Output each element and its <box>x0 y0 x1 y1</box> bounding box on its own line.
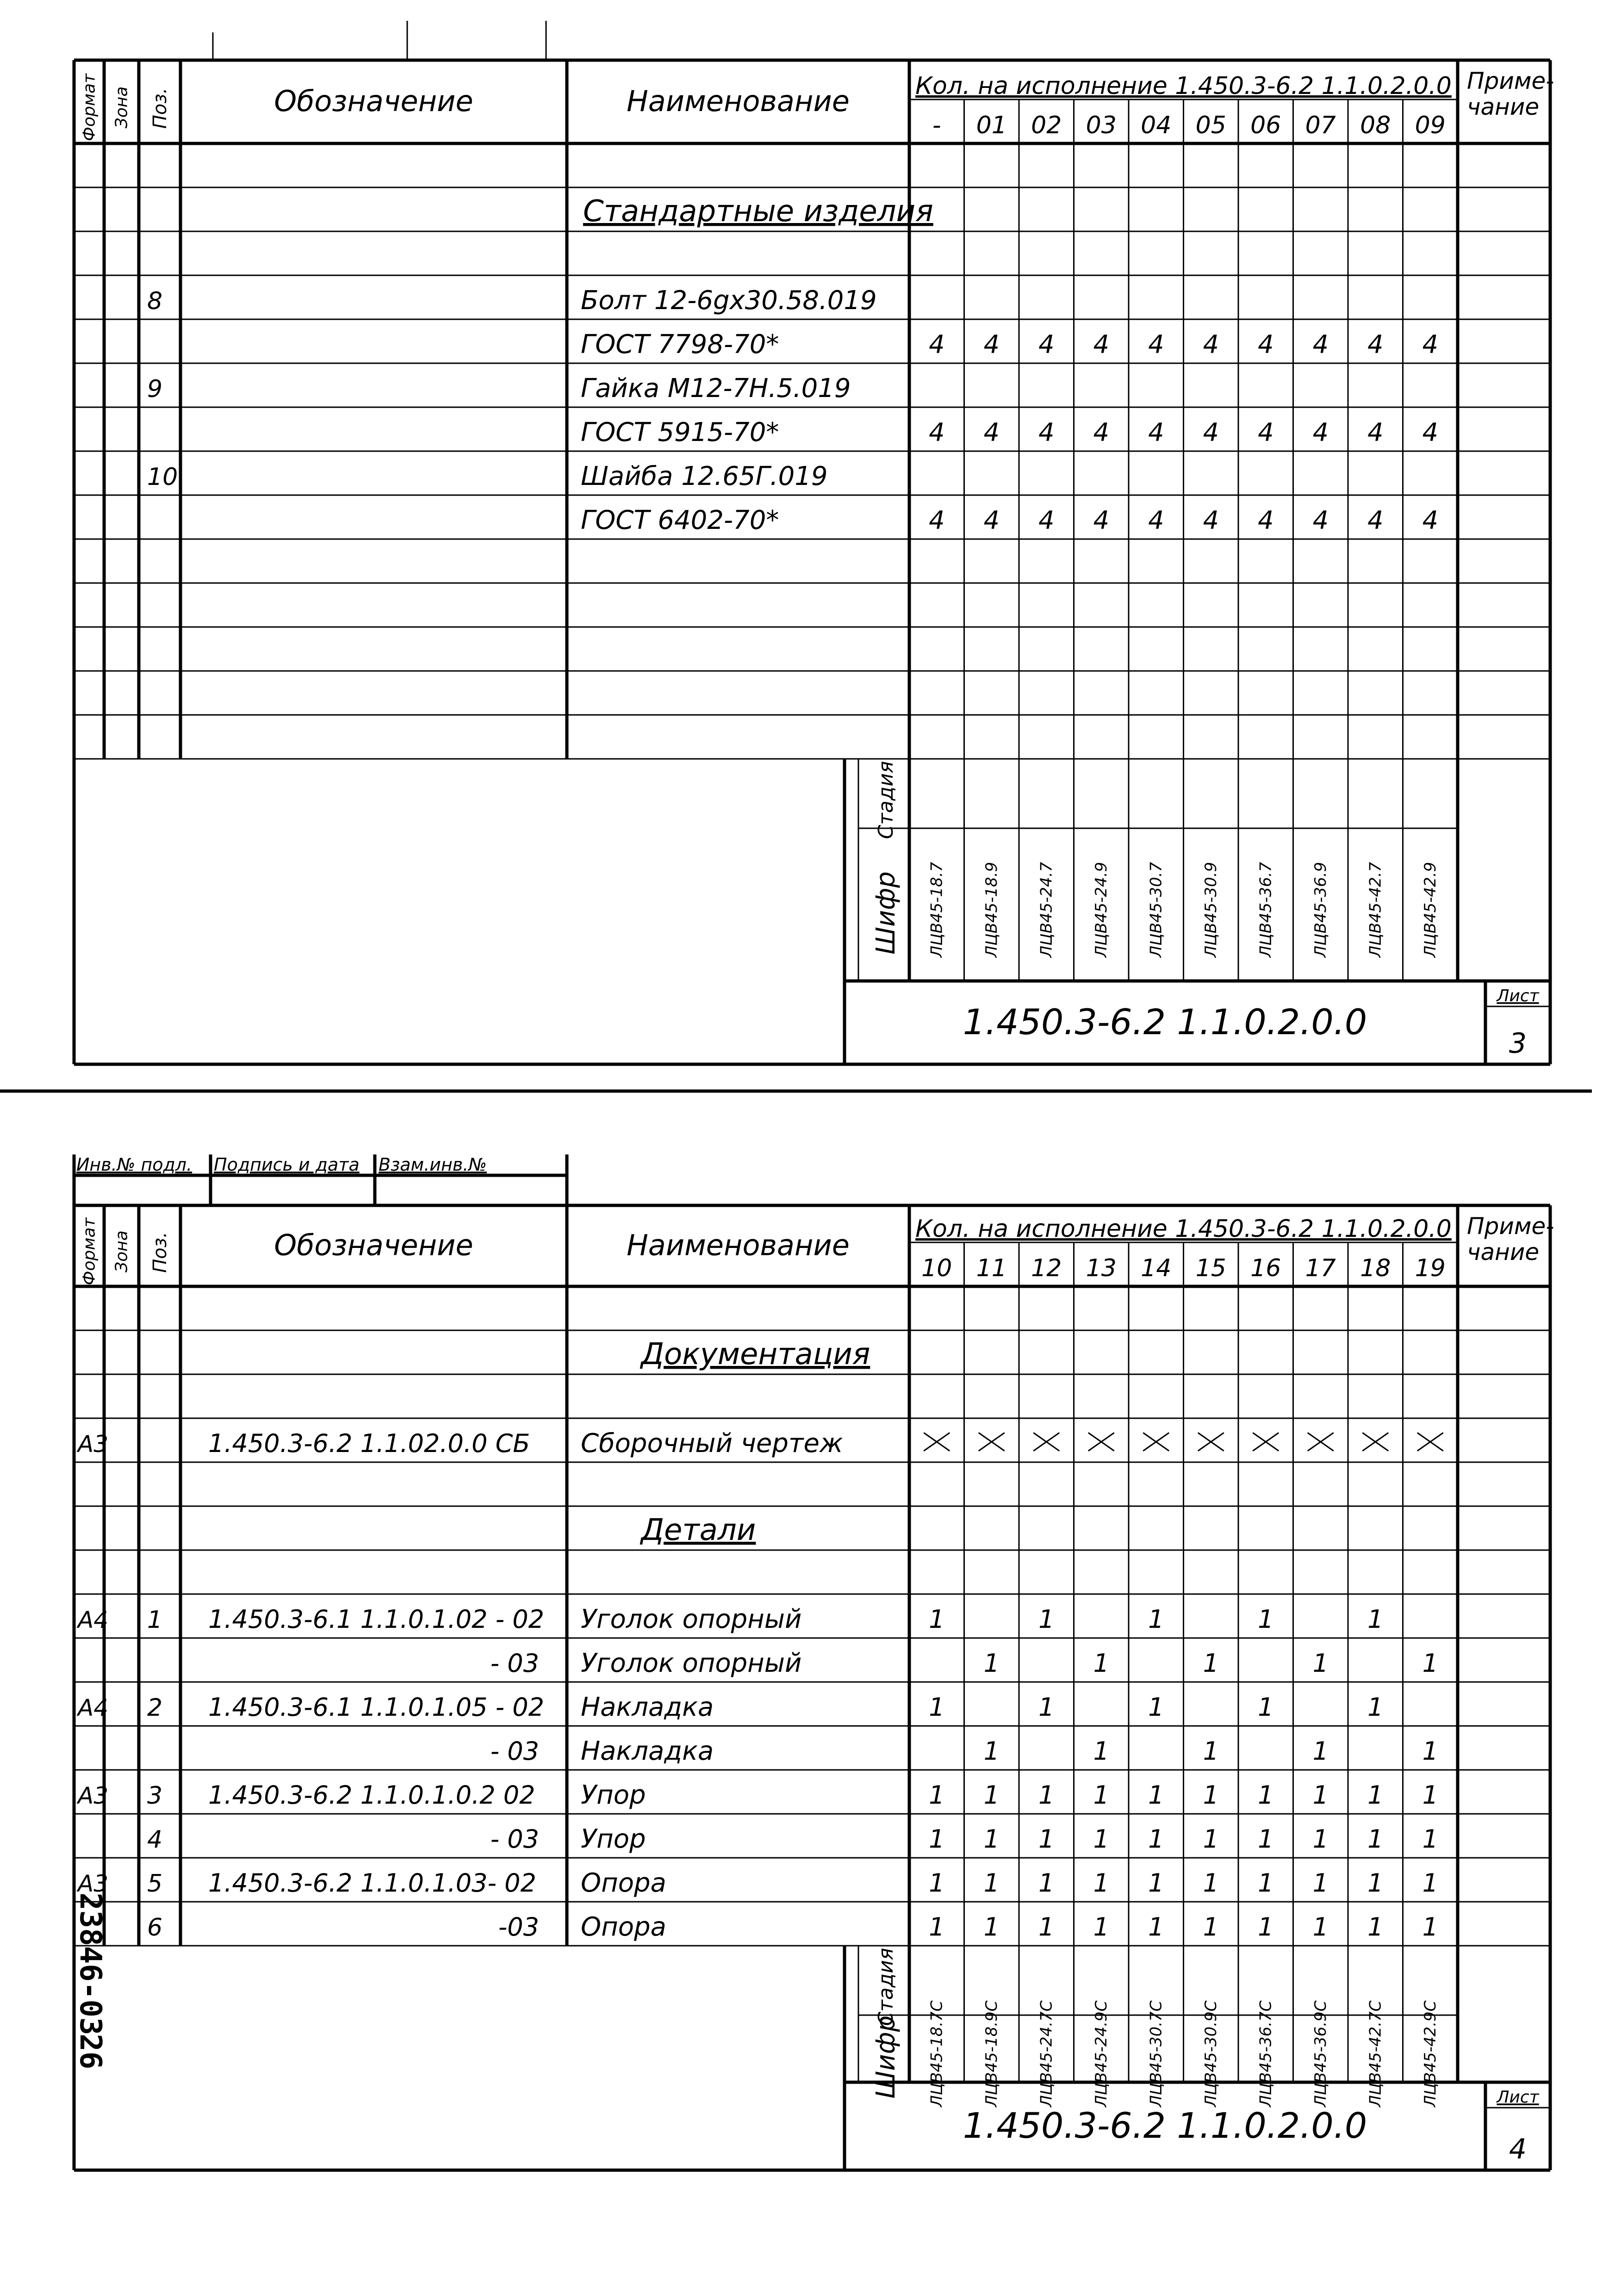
qty-value: 1 <box>1312 1824 1329 1854</box>
cipher-code: ЛЦВ45-18.7 <box>927 862 946 958</box>
qty-value: 1 <box>1422 1737 1438 1766</box>
qty-value: 1 <box>1422 1781 1438 1810</box>
qty-value: 1 <box>1258 1912 1274 1942</box>
stamp-replaces-inv: Взам.инв.№ <box>379 1154 487 1175</box>
cipher-code: ЛЦВ45-18.7С <box>927 2000 946 2107</box>
qty-value: 1 <box>1093 1912 1109 1942</box>
row-designation: 1.450.3-6.2 1.1.0.1.0.2 02 <box>208 1781 535 1810</box>
qty-value: 4 <box>929 330 945 359</box>
row-pos: 10 <box>147 463 178 491</box>
qty-value: 4 <box>1038 418 1055 447</box>
qty-value: 1 <box>1038 1605 1055 1634</box>
qty-value: 1 <box>1367 1781 1384 1810</box>
cipher-code: ЛЦВ45-24.7С <box>1037 2000 1056 2107</box>
header-name: Наименование <box>627 84 850 118</box>
qty-value: 1 <box>1203 1912 1219 1942</box>
margin-page-number: 26 <box>73 2034 107 2070</box>
qty-value: 4 <box>929 506 945 535</box>
section-title: Детали <box>641 1513 756 1547</box>
qty-column-label: 04 <box>1141 112 1172 139</box>
row-name: Накладка <box>581 1736 714 1766</box>
row-designation: 1.450.3-6.1 1.1.0.1.05 - 02 <box>208 1693 544 1722</box>
row-name: Болт 12-6gх30.58.019 <box>581 285 877 316</box>
qty-value: 1 <box>1312 1649 1329 1678</box>
qty-value: 4 <box>1093 418 1109 447</box>
row-designation: - 03 <box>490 1649 539 1678</box>
document-number: 1.450.3-6.2 1.1.0.2.0.0 <box>963 1001 1367 1043</box>
row-designation: - 03 <box>490 1737 539 1766</box>
cipher-code: ЛЦВ45-30.7 <box>1147 862 1166 958</box>
cipher-code: ЛЦВ45-42.9 <box>1421 862 1440 958</box>
document-number: 1.450.3-6.2 1.1.0.2.0.0 <box>963 2105 1367 2146</box>
row-pos: 4 <box>147 1826 163 1854</box>
qty-column-label: 11 <box>976 1254 1007 1282</box>
row-pos: 1 <box>147 1606 163 1634</box>
qty-column-label: 14 <box>1141 1254 1172 1282</box>
approval-stamp <box>74 1154 567 1205</box>
specification-sheet-4 <box>74 1205 1554 2170</box>
qty-column-label: 06 <box>1250 112 1281 139</box>
qty-value: 1 <box>1258 1824 1274 1854</box>
sheet-number: 4 <box>1509 2133 1527 2166</box>
qty-value: 1 <box>983 1824 1000 1854</box>
qty-column-label: 19 <box>1415 1254 1446 1282</box>
qty-value: 1 <box>1258 1693 1274 1722</box>
qty-value: 1 <box>929 1781 945 1810</box>
qty-value: 1 <box>1422 1824 1438 1854</box>
qty-column-label: 02 <box>1031 112 1062 139</box>
row-name: Сборочный чертеж <box>581 1428 843 1458</box>
row-pos: 9 <box>147 375 163 403</box>
qty-value: 1 <box>1093 1868 1109 1898</box>
header-designation: Обозначение <box>274 1228 473 1262</box>
qty-value: 4 <box>1038 506 1055 535</box>
qty-value: 1 <box>1367 1824 1384 1854</box>
row-name: Упор <box>581 1824 646 1854</box>
cipher-code: ЛЦВ45-18.9 <box>982 862 1001 958</box>
qty-value: 1 <box>983 1649 1000 1678</box>
qty-value: 1 <box>1312 1737 1329 1766</box>
qty-value: 1 <box>983 1737 1000 1766</box>
row-name: Уголок опорный <box>581 1648 802 1678</box>
cipher-label: Шифр <box>871 871 901 955</box>
qty-value: 1 <box>1093 1824 1109 1854</box>
sheet-label: Лист <box>1497 2088 1539 2107</box>
header-note-line2: чание <box>1467 1239 1540 1266</box>
qty-column-label: 18 <box>1360 1254 1391 1282</box>
row-name: Упор <box>581 1780 646 1810</box>
qty-value: 1 <box>983 1912 1000 1942</box>
cipher-label: Шифр <box>871 2015 901 2099</box>
row-pos: 6 <box>147 1914 163 1942</box>
qty-value: 4 <box>1093 330 1109 359</box>
qty-value: 1 <box>929 1868 945 1898</box>
cipher-code: ЛЦВ45-36.9 <box>1311 862 1330 958</box>
qty-value: 1 <box>1148 1693 1164 1722</box>
header-qty-title: Кол. на исполнение 1.450.3-6.2 1.1.0.2.0.0 <box>915 1215 1452 1243</box>
qty-value: 1 <box>929 1912 945 1942</box>
section-title: Документация <box>641 1337 870 1371</box>
qty-value: 1 <box>1038 1912 1055 1942</box>
qty-value: 1 <box>1148 1781 1164 1810</box>
header-zone: Зона <box>112 1230 131 1272</box>
qty-column-label: 17 <box>1305 1254 1336 1282</box>
qty-value: 1 <box>1203 1781 1219 1810</box>
cipher-code: ЛЦВ45-36.9С <box>1311 2000 1330 2107</box>
qty-value: 4 <box>1203 418 1219 447</box>
qty-value: 1 <box>1093 1781 1109 1810</box>
qty-value: 1 <box>1422 1649 1438 1678</box>
cipher-code: ЛЦВ45-30.7С <box>1147 2000 1166 2107</box>
qty-value: 1 <box>983 1781 1000 1810</box>
qty-value: 1 <box>1038 1781 1055 1810</box>
qty-value: 4 <box>1258 330 1274 359</box>
qty-column-label: 03 <box>1086 112 1117 139</box>
qty-value: 4 <box>1258 506 1274 535</box>
stage-label: Стадия <box>874 1948 898 2026</box>
header-note-line2: чание <box>1467 93 1540 120</box>
sheet-label: Лист <box>1497 987 1539 1005</box>
qty-value: 4 <box>1203 330 1219 359</box>
qty-value: 1 <box>1367 1693 1384 1722</box>
row-format: А3 <box>78 1782 109 1809</box>
qty-value: 1 <box>983 1868 1000 1898</box>
row-name: Гайка М12-7Н.5.019 <box>581 373 851 403</box>
qty-value: 1 <box>1148 1605 1164 1634</box>
cipher-code: ЛЦВ45-24.9 <box>1092 862 1111 958</box>
row-name: ГОСТ 5915-70* <box>581 417 779 447</box>
qty-value: 4 <box>1367 506 1384 535</box>
section-title: Стандартные изделия <box>583 194 933 229</box>
qty-value: 1 <box>1312 1781 1329 1810</box>
cipher-code: ЛЦВ45-42.9С <box>1421 2000 1440 2107</box>
qty-value: 4 <box>1312 418 1329 447</box>
cipher-code: ЛЦВ45-36.7С <box>1256 2000 1275 2107</box>
row-format: А3 <box>78 1431 109 1458</box>
qty-value: 4 <box>1148 330 1164 359</box>
qty-column-label: 12 <box>1031 1254 1062 1282</box>
header-note-line1: Приме- <box>1467 1213 1554 1240</box>
cipher-code: ЛЦВ45-42.7 <box>1366 862 1385 958</box>
qty-value: 4 <box>1203 506 1219 535</box>
qty-value: 4 <box>1148 506 1164 535</box>
qty-column-label: 16 <box>1250 1254 1281 1282</box>
qty-value: 4 <box>1148 418 1164 447</box>
qty-column-label: 13 <box>1086 1254 1117 1282</box>
qty-column-label: 10 <box>921 1254 952 1282</box>
header-format: Формат <box>80 1217 99 1285</box>
qty-column-label: 08 <box>1360 112 1391 139</box>
qty-value: 1 <box>1203 1649 1219 1678</box>
cipher-code: ЛЦВ45-24.9С <box>1092 2000 1111 2107</box>
header-pos: Поз. <box>149 87 171 129</box>
qty-value: 1 <box>1038 1824 1055 1854</box>
qty-value: 1 <box>1422 1912 1438 1942</box>
header-name: Наименование <box>627 1228 850 1262</box>
stamp-inv-original: Инв.№ подл. <box>76 1154 193 1175</box>
qty-value: 4 <box>1367 330 1384 359</box>
qty-value: 1 <box>1312 1912 1329 1942</box>
qty-value: 4 <box>1258 418 1274 447</box>
row-format: А4 <box>78 1694 109 1721</box>
qty-column-label: 01 <box>976 112 1007 139</box>
header-format: Формат <box>80 73 99 142</box>
specification-sheet-3 <box>74 21 1554 1064</box>
qty-value: 1 <box>1422 1868 1438 1898</box>
qty-value: 1 <box>1367 1868 1384 1898</box>
row-pos: 8 <box>147 287 163 315</box>
header-note-line1: Приме- <box>1467 68 1554 94</box>
qty-value: 1 <box>1148 1824 1164 1854</box>
qty-value: 1 <box>1367 1605 1384 1634</box>
qty-value: 1 <box>1203 1868 1219 1898</box>
row-designation: 1.450.3-6.2 1.1.0.1.03- 02 <box>208 1868 536 1898</box>
row-name: Шайба 12.65Г.019 <box>581 461 828 491</box>
margin-code: 23846-03 <box>73 1893 107 2035</box>
qty-value: 1 <box>1038 1693 1055 1722</box>
qty-column-label: 15 <box>1195 1254 1226 1282</box>
qty-value: 1 <box>1038 1868 1055 1898</box>
qty-column-label: 07 <box>1305 112 1336 139</box>
cipher-code: ЛЦВ45-30.9 <box>1201 862 1220 958</box>
qty-value: 1 <box>929 1605 945 1634</box>
stage-label: Стадия <box>874 761 898 839</box>
qty-value: 1 <box>1148 1868 1164 1898</box>
qty-value: 1 <box>1367 1912 1384 1942</box>
qty-value: 1 <box>1203 1737 1219 1766</box>
row-name: Уголок опорный <box>581 1604 802 1634</box>
qty-value: 4 <box>1422 330 1438 359</box>
row-format: А4 <box>78 1607 109 1633</box>
row-name: Опора <box>581 1868 666 1898</box>
header-zone: Зона <box>112 86 131 129</box>
row-designation: - 03 <box>490 1824 539 1854</box>
qty-value: 4 <box>1312 506 1329 535</box>
qty-value: 4 <box>1038 330 1055 359</box>
cipher-code: ЛЦВ45-36.7 <box>1256 862 1275 958</box>
row-format: А3 <box>78 1870 109 1897</box>
qty-column-label: 09 <box>1415 112 1446 139</box>
row-name: ГОСТ 6402-70* <box>581 505 779 535</box>
qty-value: 4 <box>1367 418 1384 447</box>
row-designation: -03 <box>498 1912 539 1942</box>
qty-value: 1 <box>1203 1824 1219 1854</box>
qty-column-label: 05 <box>1195 112 1226 139</box>
qty-value: 1 <box>1258 1868 1274 1898</box>
qty-value: 1 <box>1258 1781 1274 1810</box>
qty-value: 4 <box>929 418 945 447</box>
qty-value: 4 <box>1422 418 1438 447</box>
cipher-code: ЛЦВ45-18.9С <box>982 2000 1001 2107</box>
row-designation: 1.450.3-6.1 1.1.0.1.02 - 02 <box>208 1605 544 1634</box>
qty-value: 4 <box>983 418 1000 447</box>
row-pos: 5 <box>147 1870 163 1898</box>
qty-value: 1 <box>929 1693 945 1722</box>
qty-value: 4 <box>983 330 1000 359</box>
qty-value: 4 <box>1312 330 1329 359</box>
row-name: Опора <box>581 1912 666 1942</box>
header-pos: Поз. <box>149 1232 171 1273</box>
row-pos: 2 <box>147 1694 163 1722</box>
qty-value: 4 <box>1093 506 1109 535</box>
qty-value: 1 <box>1148 1912 1164 1942</box>
cipher-code: ЛЦВ45-42.7С <box>1366 2000 1385 2107</box>
sheet-number: 3 <box>1509 1027 1527 1060</box>
qty-column-label: - <box>932 112 941 139</box>
qty-value: 1 <box>1093 1649 1109 1678</box>
cipher-code: ЛЦВ45-30.9С <box>1201 2000 1220 2107</box>
cipher-code: ЛЦВ45-24.7 <box>1037 862 1056 958</box>
qty-value: 4 <box>983 506 1000 535</box>
qty-value: 4 <box>1422 506 1438 535</box>
row-designation: 1.450.3-6.2 1.1.02.0.0 СБ <box>208 1429 530 1458</box>
stamp-signature-date: Подпись и дата <box>214 1154 360 1175</box>
qty-value: 1 <box>1258 1605 1274 1634</box>
row-name: Накладка <box>581 1692 714 1722</box>
qty-value: 1 <box>1312 1868 1329 1898</box>
header-designation: Обозначение <box>274 84 473 118</box>
qty-value: 1 <box>929 1824 945 1854</box>
row-pos: 3 <box>147 1782 163 1810</box>
row-name: ГОСТ 7798-70* <box>581 329 779 360</box>
header-qty-title: Кол. на исполнение 1.450.3-6.2 1.1.0.2.0.0 <box>915 72 1452 100</box>
qty-value: 1 <box>1093 1737 1109 1766</box>
